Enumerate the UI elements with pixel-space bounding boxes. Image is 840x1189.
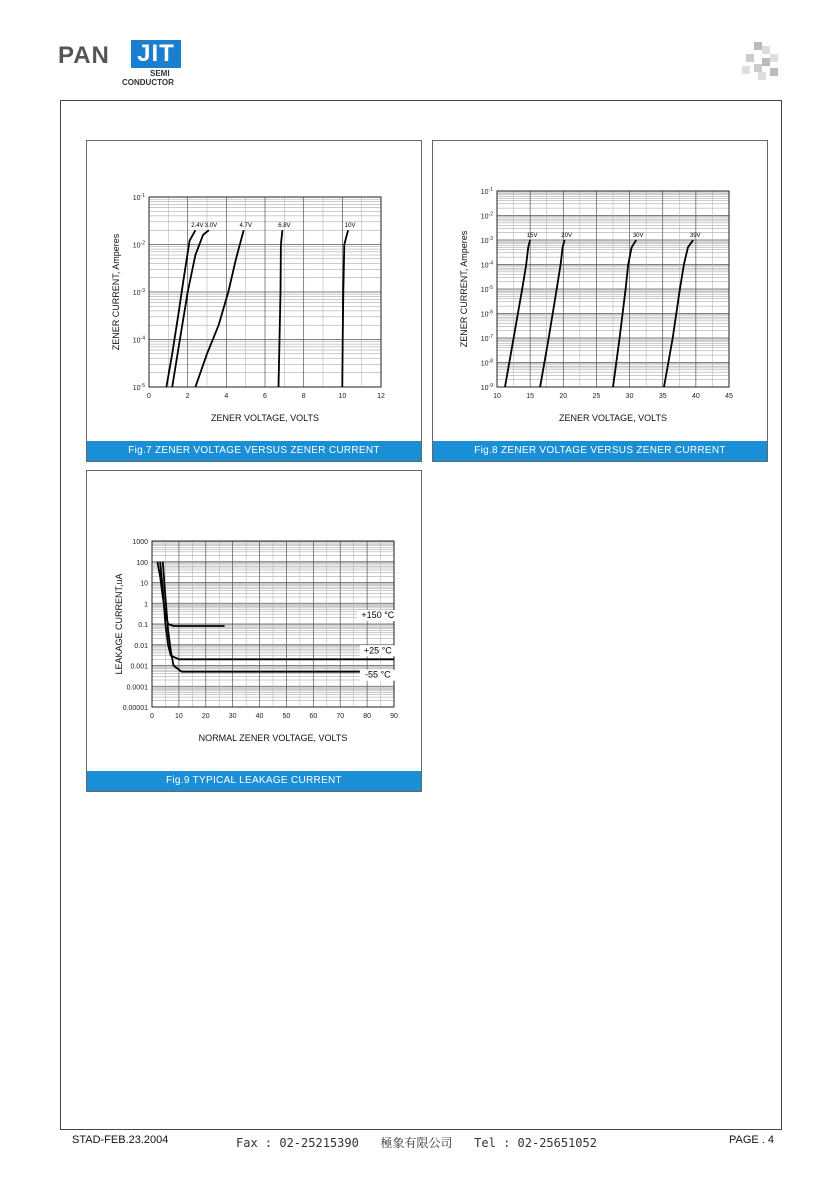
x-tick-label: 45 xyxy=(725,393,733,400)
y-tick-label: 1000 xyxy=(132,539,148,546)
y-tick-label: 0.1 xyxy=(138,622,148,629)
series-line xyxy=(279,230,283,387)
y-tick-label: 1 xyxy=(144,601,148,609)
x-tick-label: 80 xyxy=(363,713,372,720)
figure-8-panel xyxy=(432,140,768,462)
logo-semi-text: SEMI xyxy=(150,69,170,78)
y-tick-label: $10^{-5}$ xyxy=(480,285,493,294)
series-label: 2.4V xyxy=(191,223,204,230)
x-tick-label: 35 xyxy=(658,393,667,400)
figure-7-caption: Fig.7 ZENER VOLTAGE VERSUS ZENER CURRENT xyxy=(87,441,421,461)
x-tick-label: 8 xyxy=(301,393,306,400)
series-label: -55 °C xyxy=(365,669,391,680)
checker-decoration-icon xyxy=(742,42,782,82)
series-label: 3.0V xyxy=(204,223,218,230)
x-tick-label: 20 xyxy=(201,713,210,720)
x-tick-label: 30 xyxy=(625,393,634,400)
x-tick-label: 70 xyxy=(336,713,345,720)
y-tick-label: $10^{-3}$ xyxy=(132,288,145,297)
y-tick-label: 10 xyxy=(140,580,148,588)
y-tick-label: $10^{-3}$ xyxy=(480,236,493,245)
y-tick-label: 0.00001 xyxy=(122,705,148,712)
y-tick-label: $10^{-7}$ xyxy=(480,334,493,343)
x-tick-label: 12 xyxy=(377,393,385,400)
y-tick-label: 0.0001 xyxy=(126,684,148,692)
figure-9-caption: Fig.9 TYPICAL LEAKAGE CURRENT xyxy=(87,771,421,791)
x-axis-label: ZENER VOLTAGE, VOLTS xyxy=(558,413,668,423)
x-tick-label: 4 xyxy=(224,393,229,400)
x-tick-label: 40 xyxy=(255,713,264,720)
x-tick-label: 10 xyxy=(338,393,347,400)
series-line xyxy=(166,230,195,387)
y-axis-label: ZENER CURRENT, Amperes xyxy=(459,230,469,348)
figure-7-panel xyxy=(86,140,422,462)
series-label: 20V xyxy=(561,233,572,239)
y-tick-label: $10^{-8}$ xyxy=(480,358,493,368)
y-tick-label: $10^{-9}$ xyxy=(480,383,493,392)
x-tick-label: 6 xyxy=(263,393,267,400)
logo-jit-text: JIT xyxy=(131,40,181,68)
logo-pan-text: PAN xyxy=(58,42,110,69)
series-label: +150 °C xyxy=(361,610,395,620)
series-label: 6.8V xyxy=(278,223,291,230)
series-line xyxy=(195,230,243,387)
company-logo xyxy=(58,38,188,88)
x-tick-label: 10 xyxy=(493,393,501,400)
y-tick-label: $10^{-2}$ xyxy=(480,211,493,221)
figure-8-caption: Fig.8 ZENER VOLTAGE VERSUS ZENER CURRENT xyxy=(433,441,767,461)
y-tick-label: $10^{-6}$ xyxy=(480,309,493,319)
x-tick-label: 60 xyxy=(309,713,318,720)
x-tick-label: 30 xyxy=(228,713,237,720)
chart-grid xyxy=(152,541,394,707)
series-label: 30V xyxy=(632,233,644,239)
x-tick-label: 40 xyxy=(691,393,700,400)
y-tick-label: $10^{-4}$ xyxy=(480,260,493,270)
y-tick-label: 0.01 xyxy=(134,642,148,650)
y-tick-label: $10^{-4}$ xyxy=(132,335,145,345)
x-axis-label: ZENER VOLTAGE, VOLTS xyxy=(210,413,320,423)
x-tick-label: 50 xyxy=(282,713,291,720)
footer-page-number: PAGE . 4 xyxy=(729,1134,775,1146)
x-tick-label: 0 xyxy=(150,713,154,720)
figure-9-chart xyxy=(87,471,421,771)
logo-conductor-text: CONDUCTOR xyxy=(122,78,174,87)
y-tick-label: $10^{-5}$ xyxy=(132,383,145,392)
y-axis-label: ZENER CURRENT, Amperes xyxy=(111,233,121,351)
footer-contact: Fax : 02-25215390 極象有限公司 Tel : 02-25651052 xyxy=(236,1136,597,1150)
series-label: 39V xyxy=(689,233,701,239)
x-tick-label: 25 xyxy=(592,393,601,400)
x-axis-label: NORMAL ZENER VOLTAGE, VOLTS xyxy=(198,733,348,743)
y-tick-label: 100 xyxy=(136,559,148,567)
y-tick-label: $10^{-2}$ xyxy=(132,240,145,250)
series-line xyxy=(342,230,348,387)
y-tick-label: $10^{-1}$ xyxy=(480,187,493,196)
series-label: 15V xyxy=(526,233,538,239)
x-tick-label: 10 xyxy=(174,713,183,720)
x-tick-label: 90 xyxy=(390,713,398,720)
figure-7-chart xyxy=(87,141,421,441)
series-label: +25 °C xyxy=(363,645,392,656)
chart-grid xyxy=(497,191,729,387)
y-axis-label: LEAKAGE CURRENT,uA xyxy=(114,573,124,675)
series-label: 10V xyxy=(344,223,356,230)
figure-8-chart xyxy=(433,141,767,441)
y-tick-label: $10^{-1}$ xyxy=(132,193,145,202)
x-tick-label: 0 xyxy=(147,393,151,400)
figure-9-panel xyxy=(86,470,422,792)
series-label: 4.7V xyxy=(239,223,252,230)
x-tick-label: 20 xyxy=(559,393,568,400)
x-tick-label: 15 xyxy=(526,393,535,400)
x-tick-label: 2 xyxy=(185,393,190,400)
y-tick-label: 0.001 xyxy=(130,663,148,671)
footer-doc-id: STAD-FEB.23.2004 xyxy=(72,1134,169,1146)
